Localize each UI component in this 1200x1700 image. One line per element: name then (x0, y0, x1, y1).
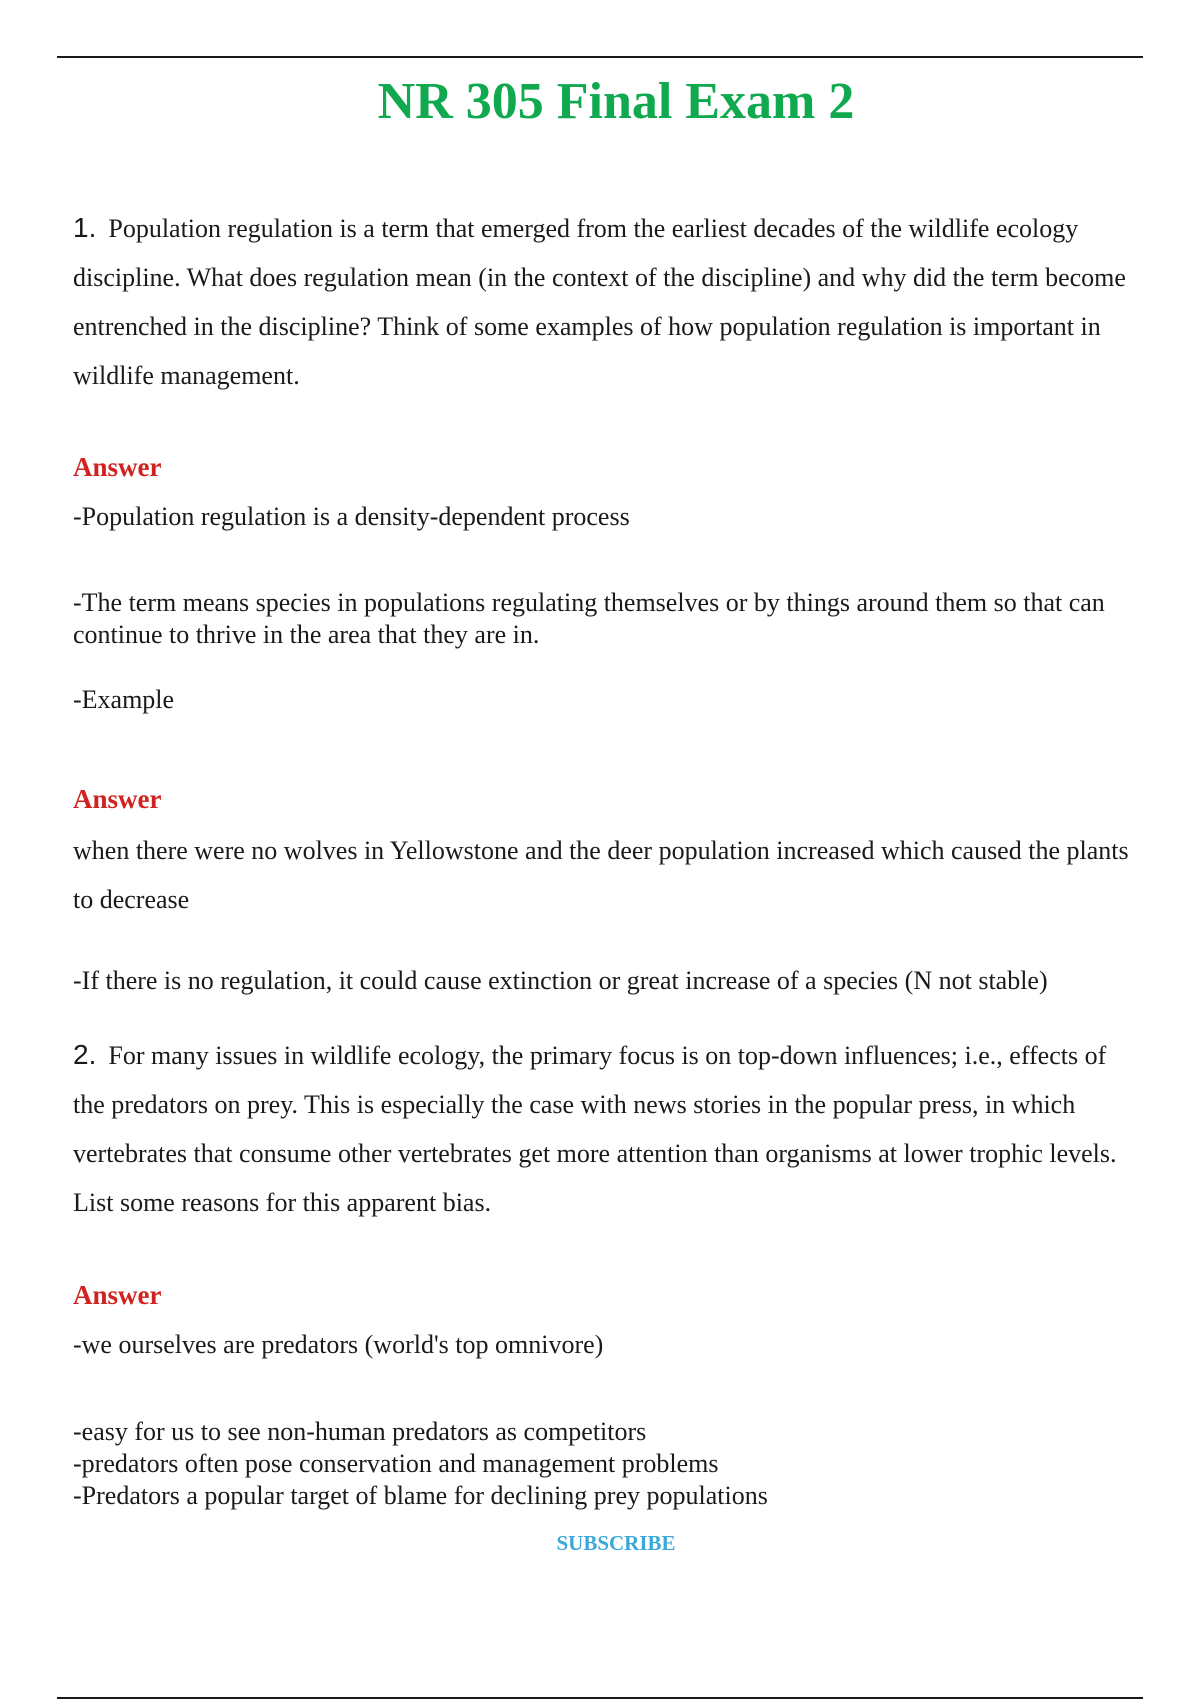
question-2 (73, 1030, 1143, 1227)
q1-answer-line-1: -Population regulation is a density-dependent process (73, 502, 630, 531)
top-rule (57, 56, 1143, 58)
question-1-text: Population regulation is a term that emerged from the earliest decades of the wildlife ecology discipline. What does regulation mean (in the context of the discipline) and why did the term become entrenched in the discipline? Think of some examples of how population regulation is important in wildlife management. (73, 214, 1126, 390)
question-1 (73, 203, 1143, 400)
answer-label-3: Answer (73, 1280, 162, 1310)
page-title: NR 305 Final Exam 2 (377, 73, 855, 130)
bottom-rule (57, 1697, 1143, 1699)
q2-answer-line-3: -predators often pose conservation and management problems (73, 1449, 719, 1478)
subscribe-link[interactable]: SUBSCRIBE (556, 1531, 676, 1555)
answer-label-2: Answer (73, 784, 162, 814)
q1-answer-line-2: -The term means species in populations regulating themselves or by things around them so that can continue to thrive in the area that they are in. (73, 588, 1105, 649)
q1-answer2-line-1: when there were no wolves in Yellowstone and the deer population increased which caused the plants to decrease (73, 836, 1129, 914)
q1-answer-line-3: -Example (73, 685, 175, 714)
question-2-number: 2. (73, 1039, 97, 1070)
answer-label-1: Answer (73, 452, 162, 482)
q2-answer-line-2: -easy for us to see non-human predators as competitors (73, 1417, 647, 1446)
question-1-number: 1. (73, 212, 97, 243)
q1-answer2-line-2: -If there is no regulation, it could cause extinction or great increase of a species (N not stable) (73, 966, 1048, 995)
q2-answer-line-1: -we ourselves are predators (world's top omnivore) (73, 1330, 604, 1359)
q2-answer-list (73, 1416, 1143, 1512)
q2-answer-line-4: -Predators a popular target of blame for declining prey populations (73, 1481, 768, 1510)
question-2-text: For many issues in wildlife ecology, the primary focus is on top-down influences; i.e., effects of the predators on prey. This is especially the case with news stories in the popular press, in which vertebrates that consume other vertebrates get more attention than organisms at lower trophic levels. List some reasons for this apparent bias. (73, 1041, 1117, 1217)
